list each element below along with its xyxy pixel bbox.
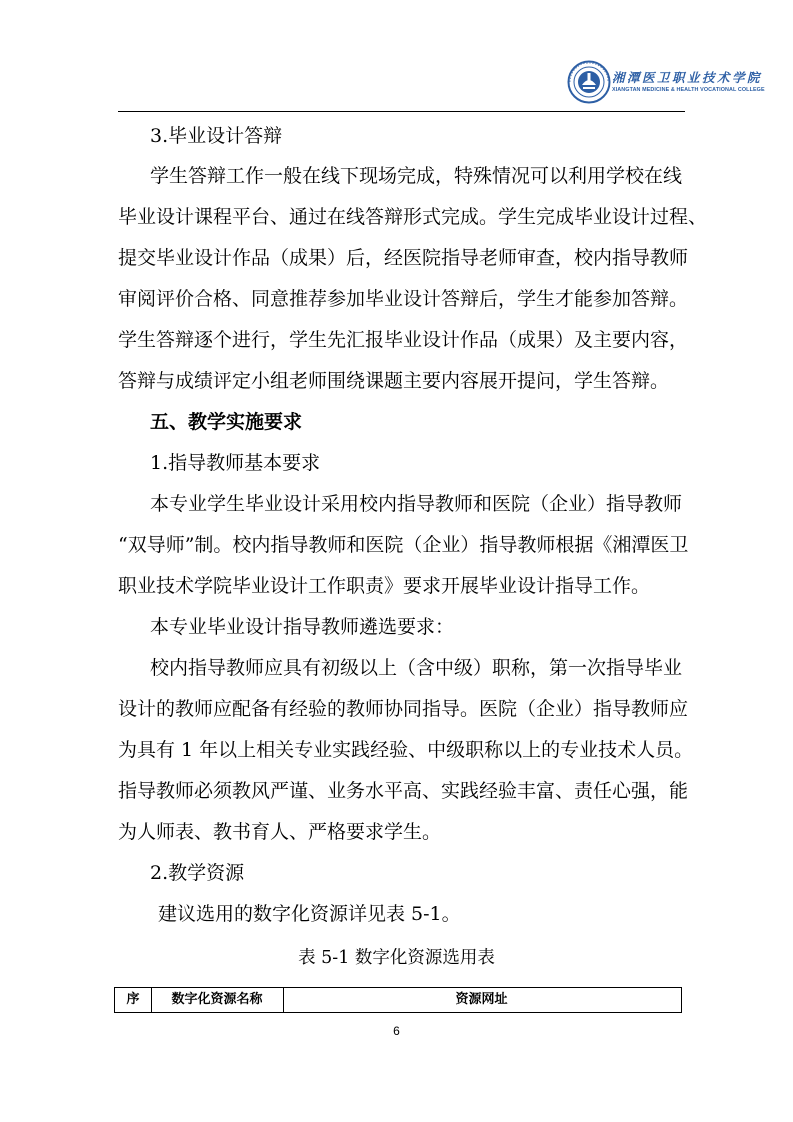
paragraph-line: 建议选用的数字化资源详见表 5-1。 <box>158 903 461 925</box>
paragraph-line: 为具有 1 年以上相关专业实践经验、中级职称以上的专业技术人员。 <box>118 739 694 761</box>
paragraph-line: 设计的教师应配备有经验的教师协同指导。医院（企业）指导教师应 <box>118 698 689 720</box>
table-header-resource-url: 资源网址 <box>455 992 508 1007</box>
paragraph-line: 提交毕业设计作品（成果）后，经医院指导老师审查，校内指导教师 <box>118 247 689 269</box>
paragraph-line: 职业技术学院毕业设计工作职责》要求开展毕业设计指导工作。 <box>118 575 651 597</box>
paragraph-line: 指导教师必须教风严谨、业务水平高、实践经验丰富、责任心强，能 <box>118 780 689 802</box>
page-header <box>0 0 793 112</box>
chapter-5-title: 五、教学实施要求 <box>150 411 303 433</box>
paragraph-line: 本专业学生毕业设计采用校内指导教师和医院（企业）指导教师 <box>150 493 683 515</box>
paragraph-line: 学生答辩逐个进行，学生先汇报毕业设计作品（成果）及主要内容， <box>118 329 689 351</box>
paragraph-line: 校内指导教师应具有初级以上（含中级）职称，第一次指导毕业 <box>150 657 683 679</box>
paragraph-line: 学生答辩工作一般在线下现场完成，特殊情况可以利用学校在线 <box>150 165 683 187</box>
table-caption: 表 5-1 数字化资源选用表 <box>298 948 495 968</box>
resource-table <box>114 987 682 1013</box>
section-1-title: 1.指导教师基本要求 <box>150 452 321 474</box>
school-name-english: XIANGTAN MEDICINE & HEALTH VOCATIONAL COLLEGE <box>612 87 765 93</box>
paragraph-line: “双导师”制。校内指导教师和医院（企业）指导教师根据《湘潭医卫 <box>118 534 689 556</box>
school-logo-icon <box>567 60 611 104</box>
school-name: 湘潭医卫职业技术学院 <box>612 70 763 85</box>
paragraph-line: 为人师表、教书育人、严格要求学生。 <box>118 821 442 843</box>
header-divider <box>118 111 685 112</box>
paragraph-line: 答辩与成绩评定小组老师围绕课题主要内容展开提问，学生答辩。 <box>118 370 670 392</box>
paragraph-line: 审阅评价合格、同意推荐参加毕业设计答辩后，学生才能参加答辩。 <box>118 288 689 310</box>
table-header-index: 序 <box>126 992 140 1007</box>
page-number: 6 <box>393 1024 400 1038</box>
section-3-title: 3.毕业设计答辩 <box>150 125 283 147</box>
paragraph-line: 本专业毕业设计指导教师遴选要求： <box>150 616 455 638</box>
section-2-title: 2.教学资源 <box>150 862 245 884</box>
paragraph-line: 毕业设计课程平台、通过在线答辩形式完成。学生完成毕业设计过程、 <box>118 206 708 228</box>
table-header-resource-name: 数字化资源名称 <box>171 992 263 1007</box>
